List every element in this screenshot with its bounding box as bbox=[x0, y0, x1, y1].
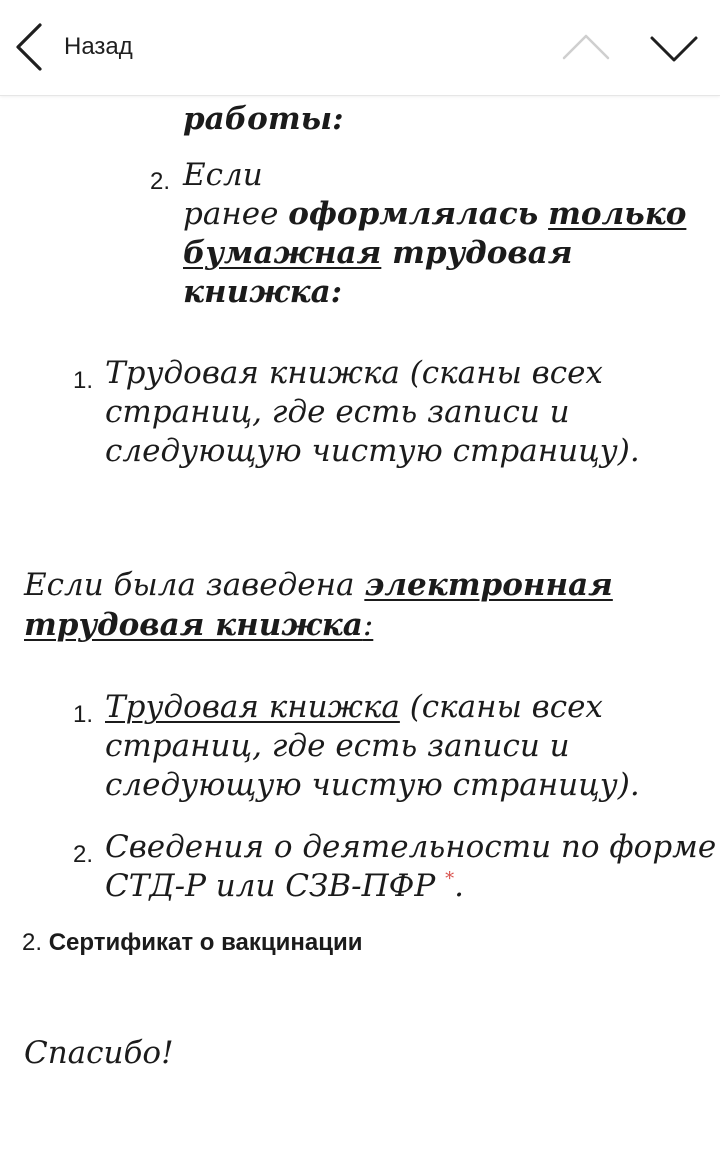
text-bold-underline: электронная bbox=[364, 567, 613, 603]
text-bold: трудовая bbox=[381, 235, 573, 271]
list-a-item2-line3 bbox=[183, 234, 573, 273]
list-a-item2-line2 bbox=[183, 195, 686, 234]
electronic-item1-line2: страниц, где есть записи и bbox=[105, 728, 570, 764]
electronic-item1-line1 bbox=[105, 688, 603, 727]
text-underline: Трудовая книжка bbox=[105, 689, 400, 725]
text-segment: (сканы всех bbox=[399, 689, 603, 725]
paper-item1-line1: Трудовая книжка (сканы всех bbox=[105, 355, 603, 391]
back-label: Назад bbox=[64, 33, 133, 60]
text-bold-underline: трудовая книжка bbox=[24, 607, 363, 643]
text-segment: . bbox=[454, 868, 464, 904]
list-a-item2-line1: Если bbox=[183, 157, 263, 193]
electronic-item1-line3: следующую чистую страницу). bbox=[105, 767, 640, 803]
paper-item1-line2: страниц, где есть записи и bbox=[105, 394, 570, 430]
certificate-line bbox=[22, 928, 363, 958]
text-bold-underline: только bbox=[548, 196, 687, 232]
list-number: 1. bbox=[73, 367, 94, 394]
required-asterisk: * bbox=[445, 868, 455, 890]
certificate-text: Сертификат о вакцинации bbox=[48, 929, 363, 956]
list-a-item2-line4: книжка: bbox=[183, 274, 343, 310]
text-segment: ранее bbox=[183, 196, 289, 232]
chevron-down-icon bbox=[646, 22, 702, 74]
top-bar bbox=[0, 0, 720, 96]
next-result-button[interactable] bbox=[646, 22, 702, 74]
chevron-up-icon bbox=[558, 22, 614, 74]
text-bold-underline: бумажная bbox=[183, 235, 382, 271]
electronic-item2-line2 bbox=[105, 867, 464, 906]
text-bold: оформлялась bbox=[288, 196, 539, 232]
electronic-heading-line2 bbox=[24, 606, 373, 645]
chevron-left-icon bbox=[10, 21, 46, 73]
list-number: 2. bbox=[73, 841, 94, 868]
top-fragment: работы: bbox=[183, 101, 344, 137]
text-segment: СТД-Р или СЗВ-ПФР bbox=[105, 868, 446, 904]
list-number: 2. bbox=[150, 168, 171, 195]
electronic-heading-line1 bbox=[24, 566, 613, 605]
text-segment: : bbox=[362, 607, 374, 643]
list-number: 1. bbox=[73, 701, 94, 728]
closing-text: Спасибо! bbox=[24, 1035, 174, 1071]
electronic-item2-line1: Сведения о деятельности по форме bbox=[105, 829, 717, 865]
text-segment: Если была заведена bbox=[24, 567, 365, 603]
list-number: 2. bbox=[22, 929, 43, 956]
paper-item1-line3: следующую чистую страницу). bbox=[105, 433, 640, 469]
previous-result-button[interactable] bbox=[558, 22, 614, 74]
back-button[interactable] bbox=[10, 18, 133, 76]
